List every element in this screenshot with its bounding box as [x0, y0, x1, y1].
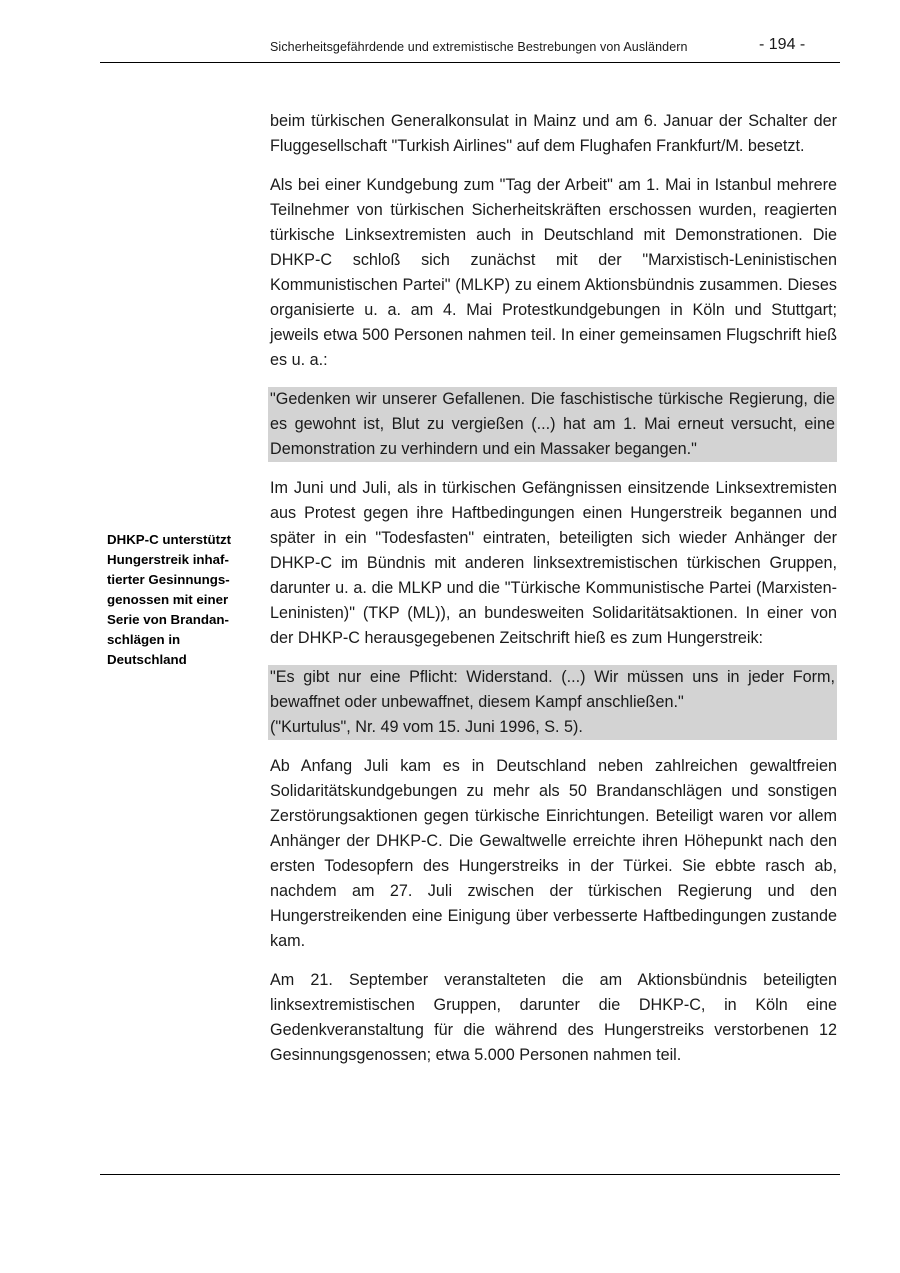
paragraph-may-day-demonstrations: Als bei einer Kundgebung zum "Tag der Arbeit" am 1. Mai in Istanbul mehrere Teilnehmer von türkischen Sicherheitskräften erschossen wurden, reagierten türkische Linksextremisten auch in Deutschland mit Demonstrationen. Die DHKP-C schloß sich zunächst mit der "Marxistisch-Leninistischen Kommunistischen Partei" (MLKP) zu einem Aktionsbündnis zusammen. Dieses organisierte u. a. am 4. Mai Protestkundgebungen in Köln und Stuttgart; jeweils etwa 500 Personen nahmen teil. In einer gemeinsamen Flugschrift hieß es u. a.:: [270, 176, 837, 369]
quote-kurtulus-source: ("Kurtulus", Nr. 49 vom 15. Juni 1996, S. 5).: [270, 718, 583, 736]
margin-note-line: Serie von Brandan-: [107, 612, 229, 627]
running-header-title: Sicherheitsgefährdende und extremistische Bestrebungen von Ausländern: [270, 40, 688, 54]
paragraph-consulate-occupation: beim türkischen Generalkonsulat in Mainz und am 6. Januar der Schalter der Fluggesellschaft "Turkish Airlines" auf dem Flughafen Frankfurt/M. besetzt.: [270, 112, 837, 155]
main-text-column: [270, 109, 837, 1068]
margin-note-line: schlägen in: [107, 632, 181, 647]
quote-kurtulus: [268, 665, 837, 740]
page-header: [100, 30, 840, 63]
footer-rule: [100, 1174, 840, 1175]
quote-leaflet: "Gedenken wir unserer Gefallenen. Die faschistische türkische Regierung, die es gewohnt ist, Blut zu vergießen (...) hat am 1. Mai erneut versucht, eine Demonstration zu verhindern und ein Massaker begangen.": [268, 387, 837, 462]
paragraph-arson-attacks: Ab Anfang Juli kam es in Deutschland neben zahlreichen gewaltfreien Solidaritätskundgebungen zu mehr als 50 Brandanschlägen und sonstigen Zerstörungsaktionen gegen türkische Einrichtungen. Beteiligt waren vor allem Anhänger der DHKP-C. Die Gewaltwelle erreichte ihren Höhepunkt nach den ersten Todesopfern des Hungerstreiks in der Türkei. Sie ebbte rasch ab, nachdem am 27. Juli zwischen der türkischen Regierung und den Hungerstreikenden eine Einigung über verbesserte Haftbedingungen zustande kam.: [270, 757, 837, 950]
margin-note-line: tierter Gesinnungs-: [107, 572, 230, 587]
margin-note-line: DHKP-C unterstützt: [107, 532, 232, 547]
margin-note-line: Hungerstreik inhaf-: [107, 552, 229, 567]
paragraph-memorial-event: Am 21. September veranstalteten die am Aktionsbündnis beteiligten linksextremistischen Gruppen, darunter die DHKP-C, in Köln eine Gedenkveranstaltung für die während des Hungerstreiks verstorbenen 12 Gesinnungsgenossen; etwa 5.000 Personen nahmen teil.: [270, 971, 837, 1064]
quote-kurtulus-text: "Es gibt nur eine Pflicht: Widerstand. (...) Wir müssen uns in jeder Form, bewaffnet oder unbewaffnet, diesem Kampf anschließen.": [270, 668, 835, 711]
margin-note: [107, 530, 257, 670]
margin-note-line: genossen mit einer: [107, 592, 229, 607]
paragraph-hunger-strike: Im Juni und Juli, als in türkischen Gefängnissen einsitzende Linksextremisten aus Protest gegen ihre Haftbedingungen einen Hungerstreik begannen und später in ein "Todesfasten" eintraten, beteiligten sich wieder Anhänger der DHKP-C im Bündnis mit anderen linksextremistischen türkischen Gruppen, darunter u. a. die MLKP und die "Türkische Kommunistische Partei (Marxisten-Leninisten)" (TKP (ML)), an bundesweiten Solidaritätsaktionen. In einer von der DHKP-C herausgegebenen Zeitschrift hieß es zum Hungerstreik:: [270, 479, 837, 647]
margin-note-line: Deutschland: [107, 652, 187, 667]
page-number: - 194 -: [759, 36, 806, 53]
